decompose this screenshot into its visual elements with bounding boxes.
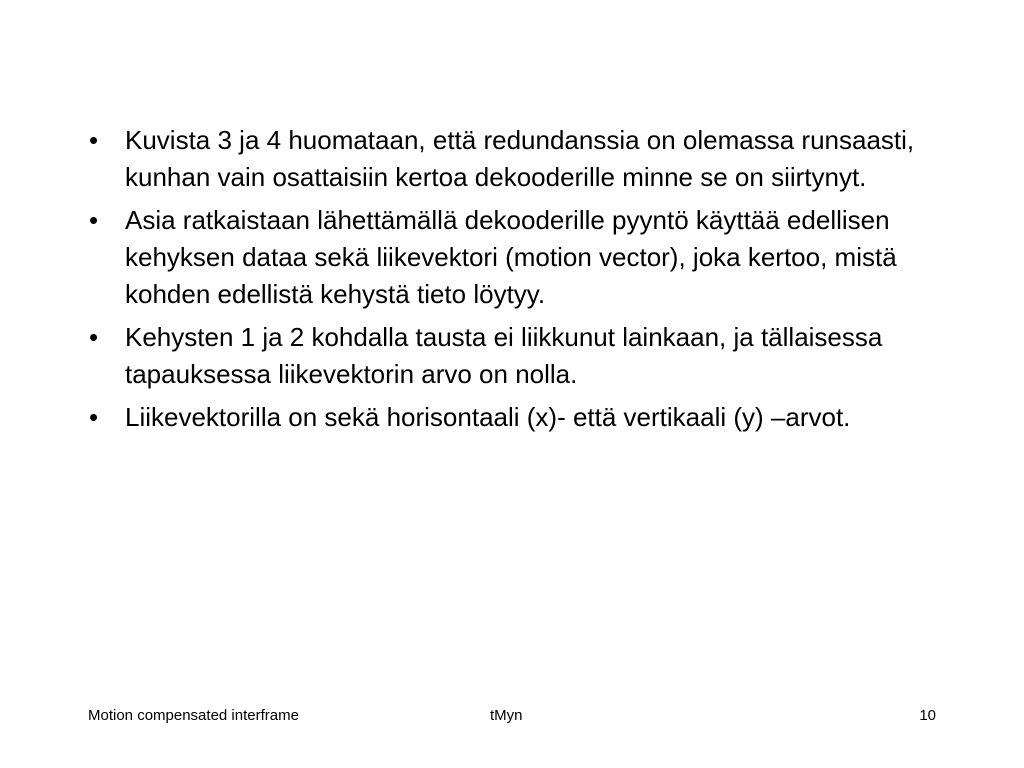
bullet-icon: • <box>89 322 99 352</box>
bullet-text: Asia ratkaistaan lähettämällä dekooderille pyyntö käyttää edellisen kehyksen dataa sekä liikevektori (motion vector), joka kertoo, mistä kohden edellistä kehystä tieto löytyy. <box>125 205 897 309</box>
bullet-text: Kuvista 3 ja 4 huomataan, että redundanssia on olemassa runsaasti, kunhan vain osattaisiin kertoa dekooderille minne se on siirtynyt. <box>125 125 915 192</box>
bullet-icon: • <box>89 205 99 235</box>
bullet-list <box>85 122 965 442</box>
bullet-item <box>85 319 965 393</box>
page-number: 10 <box>919 707 936 724</box>
bullet-item <box>85 399 965 436</box>
footer-title: Motion compensated interframe <box>88 707 299 724</box>
bullet-icon: • <box>89 402 99 432</box>
bullet-text: Kehysten 1 ja 2 kohdalla tausta ei liikkunut lainkaan, ja tällaisessa tapauksessa liikevektorin arvo on nolla. <box>125 322 883 389</box>
bullet-icon: • <box>89 125 99 155</box>
bullet-text: Liikevektorilla on sekä horisontaali (x)- että vertikaali (y) –arvot. <box>125 402 851 432</box>
bullet-item <box>85 122 965 196</box>
bullet-item <box>85 202 965 313</box>
footer-author: tMyn <box>490 707 523 724</box>
